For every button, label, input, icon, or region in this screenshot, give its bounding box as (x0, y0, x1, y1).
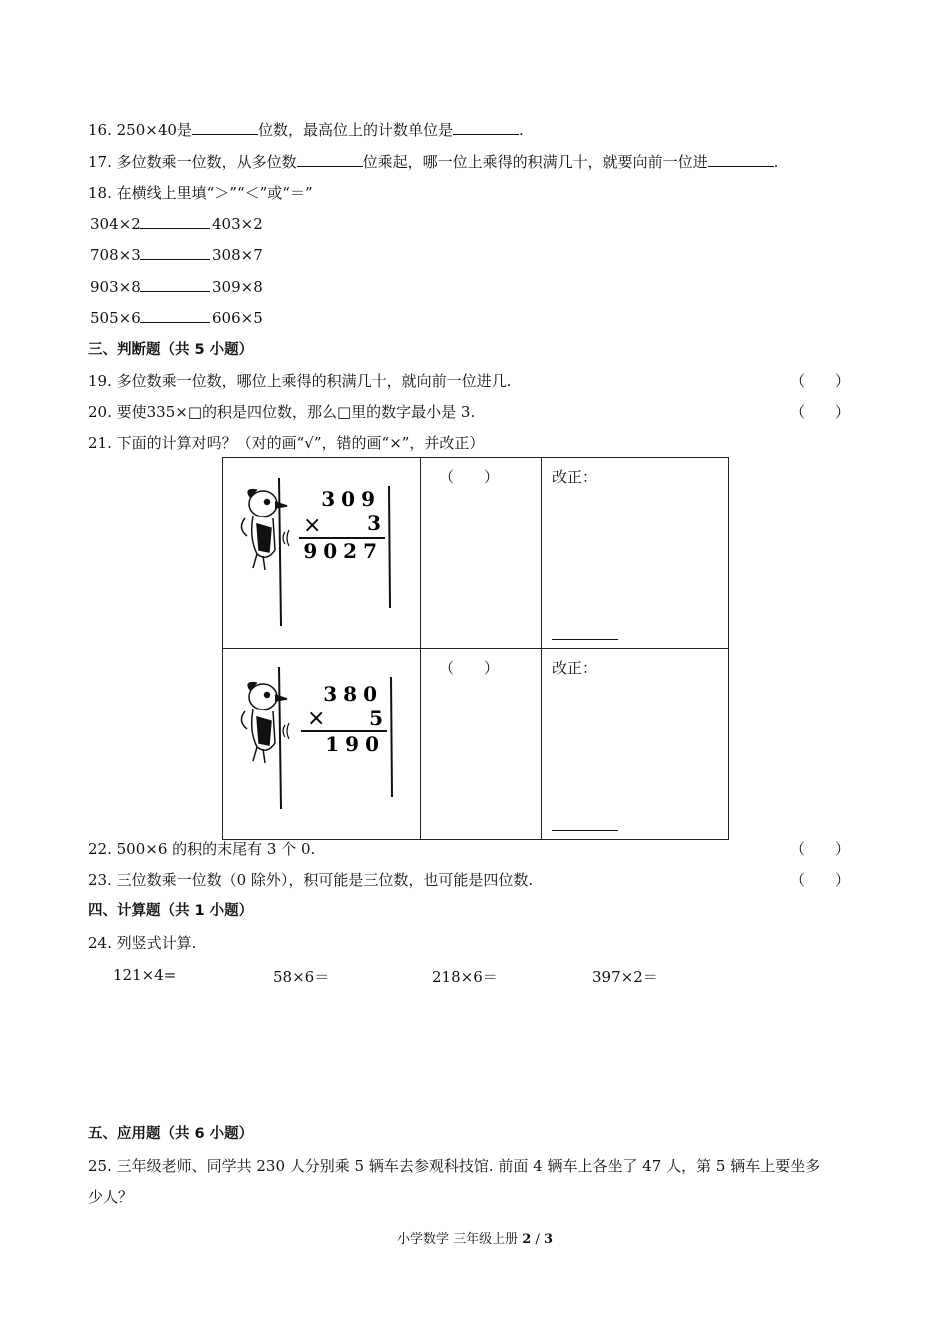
page-footer: 小学数学 三年级上册 2 / 3 (396, 1232, 554, 1247)
answer-blank[interactable] (140, 277, 210, 292)
check-cell[interactable]: （ ） (421, 649, 542, 840)
fix-cell[interactable]: 改正： (542, 649, 729, 840)
compare-row: 304×2 403×2 (90, 215, 263, 233)
question-16: 16. 250×40是 位数，最高位上的计数单位是 . (88, 121, 524, 139)
calc-item: 58×6＝ (273, 968, 330, 986)
answer-blank[interactable] (297, 152, 363, 167)
multiplier: 5 (369, 706, 383, 730)
compare-row: 708×3 308×7 (90, 246, 263, 264)
question-19: 19. 多位数乘一位数，哪位上乘得的积满几十，就向前一位进几. (88, 372, 512, 390)
answer-blank[interactable] (453, 120, 519, 135)
question-21: 21. 下面的计算对吗？（对的画“√”，错的画“×”，并改正） (88, 434, 485, 452)
woodpecker-calculation (223, 649, 419, 835)
multiplicand: 380 (323, 682, 383, 706)
question-18: 18. 在横线上里填“＞”“＜”或“＝” (88, 184, 313, 202)
calc-item: 218×6＝ (432, 968, 498, 986)
calc-item: 397×2＝ (592, 968, 658, 986)
calc-picture-cell (223, 649, 421, 840)
times-sign: × (303, 513, 322, 538)
section-heading: 三、判断题（共 5 小题） (88, 342, 254, 358)
judge-paren[interactable]: （ ） (789, 372, 850, 390)
compare-row: 903×8 309×8 (90, 278, 263, 296)
section-heading: 五、应用题（共 6 小题） (88, 1126, 254, 1142)
multiplicand: 309 (321, 487, 381, 511)
woodpecker-calculation (223, 458, 419, 644)
question-17: 17. 多位数乘一位数，从多位数 位乘起，哪一位上乘得的积满几十，就要向前一位进 . (88, 153, 779, 171)
answer-blank[interactable] (192, 120, 258, 135)
answer-blank[interactable] (552, 639, 618, 640)
question-24: 24. 列竖式计算. (88, 934, 197, 952)
question-23: 23. 三位数乘一位数（0 除外），积可能是三位数，也可能是四位数. (88, 871, 534, 889)
section-heading: 四、计算题（共 1 小题） (88, 903, 254, 919)
answer-blank[interactable] (552, 830, 618, 831)
question-22: 22. 500×6 的积的末尾有 3 个 0. (88, 840, 316, 858)
check-cell[interactable]: （ ） (421, 458, 542, 649)
judge-paren[interactable]: （ ） (789, 871, 850, 889)
judge-paren[interactable]: （ ） (789, 403, 850, 421)
question-25: 25. 三年级老师、同学共 230 人分别乘 5 辆车去参观科技馆. 前面 4 辆车上各坐了 47 人，第 5 辆车上要坐多 (88, 1157, 821, 1175)
answer-blank[interactable] (140, 245, 210, 260)
question-20: 20. 要使335×□的积是四位数，那么□里的数字最小是 3. (88, 403, 476, 421)
compare-row: 505×6 606×5 (90, 309, 263, 327)
multiplier: 3 (367, 511, 381, 535)
calc-picture-cell (223, 458, 421, 649)
answer-blank[interactable] (140, 214, 210, 229)
judge-paren[interactable]: （ ） (789, 840, 850, 858)
times-sign: × (307, 706, 326, 731)
question-25-continued: 少人？ (88, 1188, 134, 1206)
answer-blank[interactable] (708, 152, 774, 167)
correction-table (222, 457, 729, 840)
calc-item: 121×4= (113, 966, 177, 984)
result: 9027 (303, 539, 383, 563)
fix-cell[interactable]: 改正： (542, 458, 729, 649)
answer-blank[interactable] (140, 308, 210, 323)
result: 190 (325, 732, 385, 756)
